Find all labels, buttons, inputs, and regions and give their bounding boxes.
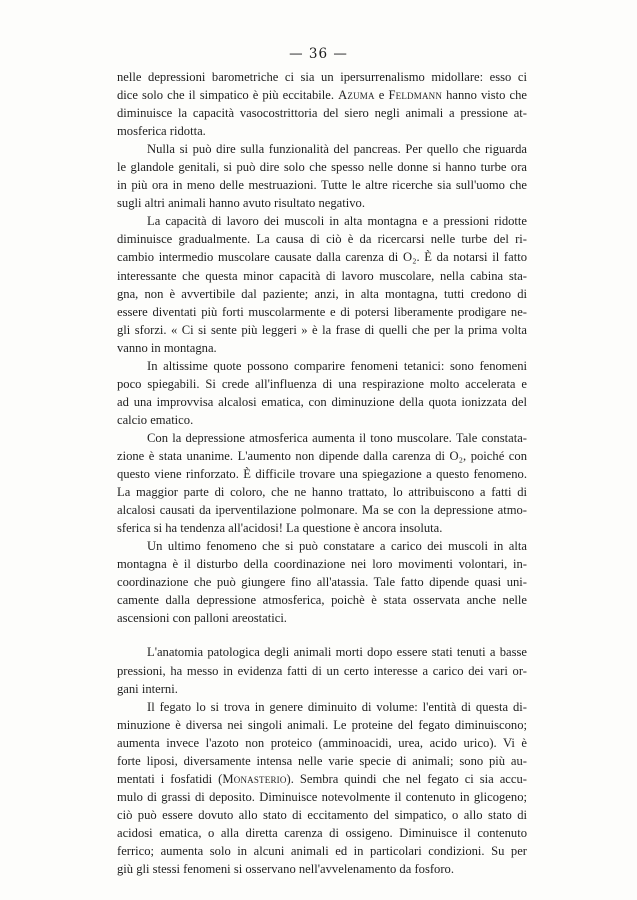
text-line: ferrico; aumenta solo in alcuni animali ed in particolari condizioni. Su per (117, 843, 527, 858)
text-line: in più ora in meno delle mestruazioni. Tutte le altre ricerche sia sull'uomo che (117, 178, 527, 193)
text-line: gani interni. (117, 681, 178, 696)
text-line: In altissime quote possono comparire fenomeni tetanici: sono fenomeni (147, 358, 527, 373)
paragraph (117, 140, 527, 212)
text-line: Un ultimo fenomeno che si può constatare a carico dei muscoli in alta (147, 539, 527, 554)
text-line: alcalosi causati da iperventilazione polmonare. Ma se con la depressione atmo- (117, 503, 527, 518)
text-line: Il fegato lo si trova in genere diminuito di volume: l'entità di questa di- (147, 699, 527, 714)
text-line: gna, non è avvertibile dal paziente; anzi, in alta montagna, tutti credono di (117, 286, 527, 301)
text-line: aumenta invece l'azoto non proteico (amminoacidi, urea, acido urico). Vi è (117, 735, 527, 750)
text-line: sugli altri animali hanno avuto risultato negativo. (117, 196, 365, 211)
paragraph (117, 698, 527, 878)
paragraph (117, 643, 527, 697)
text-line: poco spiegabili. Si crede all'influenza di una respirazione molto accelerata e (117, 376, 527, 391)
text-line: giù gli stessi fenomeni si osservano nell'avvelenamento da fosforo. (117, 862, 454, 877)
text-line: vanno in montagna. (117, 340, 217, 355)
text-line: L'anatomia patologica degli animali morti dopo essere stati tenuti a basse (147, 645, 527, 660)
text-line: montagna è il disturbo della coordinazione nei loro movimenti volontari, in- (117, 557, 527, 572)
text-line: interessante che questa minor capacità di lavoro muscolare, nella cabina sta- (117, 268, 527, 283)
text-line: calcio ematico. (117, 412, 194, 427)
page-number: — 36 — (289, 46, 348, 62)
body-text (117, 68, 527, 878)
paragraph (117, 212, 527, 356)
section-break (117, 627, 527, 643)
text-line: ad una improvvisa alcalosi ematica, con diminuzione della quota ionizzata del (117, 394, 527, 409)
text-line: pressioni, ha messo in evidenza fatti di un certo interesse a carico dei vari or- (117, 663, 527, 678)
text-line: cambio intermedio muscolare causate dalla carenza di O₂. È da notarsi il fatto (117, 250, 527, 265)
text-line: ascensioni con palloni areostatici. (117, 611, 287, 626)
text-line: mentati i fosfatidi (Monasterio). Sembra quindi che nel fegato ci sia accu- (117, 771, 527, 786)
text-line: minuzione è diversa nei singoli animali. Le proteine del fegato diminuiscono; (117, 717, 527, 732)
text-line: La capacità di lavoro dei muscoli in alta montagna e a pressioni ridotte (147, 214, 527, 229)
text-line: essere diventati più forti muscolarmente e di potersi liberamente prodigare ne- (117, 304, 527, 319)
paragraph (117, 429, 527, 537)
text-line: Con la depressione atmosferica aumenta il tono muscolare. Tale constata- (147, 430, 527, 445)
text-line: La maggior parte di coloro, che ne hanno trattato, lo attribuiscono a fatti di (117, 485, 527, 500)
text-line: diminuisce la capacità vasocostrittoria del siero negli animali a pressione at- (117, 106, 527, 121)
text-line: acidosi ematica, o alla diretta carenza di ossigeno. Diminuisce il contenuto (117, 825, 527, 840)
text-line: Nulla si può dire sulla funzionalità del pancreas. Per quello che riguarda (147, 142, 527, 157)
paragraph (117, 537, 527, 627)
text-line: nelle depressioni barometriche ci sia un ipersurrenalismo midollare: esso ci (117, 70, 527, 84)
paragraph (117, 357, 527, 429)
text-line: zione è stata unanime. L'aumento non dipende dalla carenza di O₂, poiché con (117, 448, 527, 463)
text-line: sferica si ha tendenza all'acidosi! La questione è ancora insoluta. (117, 521, 443, 536)
text-line: forte liposi, diversamente intensa nelle varie specie di animali; sono più au- (117, 753, 527, 768)
text-line: camente dalla depressione atmosferica, poichè è stata osservata anche nelle (117, 593, 527, 608)
text-line: mulo di grassi di deposito. Diminuisce notevolmente il contenuto in glicogeno; (117, 789, 527, 804)
paragraph (117, 68, 527, 140)
text-line: mosferica ridotta. (117, 124, 206, 139)
text-line: questo viene rinforzato. È difficile trovare una spiegazione a questo fenomeno. (117, 467, 527, 482)
text-line: dice solo che il simpatico è più eccitabile. Azuma e Feldmann hanno visto che (117, 88, 528, 103)
text-line: le glandole genitali, si può dire solo che spesso nelle donne si hanno turbe ora (117, 160, 527, 175)
text-line: gli sforzi. « Ci si sente più leggeri » è la frase di quelli che per la prima volta (117, 322, 527, 337)
text-line: coordinazione che può giungere fino all'atassia. Tale fatto dipende quasi uni- (117, 575, 527, 590)
text-line: diminuisce gradualmente. La causa di ciò è da ricercarsi nelle turbe del ri- (117, 232, 527, 247)
text-line: ciò può essere dovuto allo stato di eccitamento del simpatico, o allo stato di (117, 807, 527, 822)
